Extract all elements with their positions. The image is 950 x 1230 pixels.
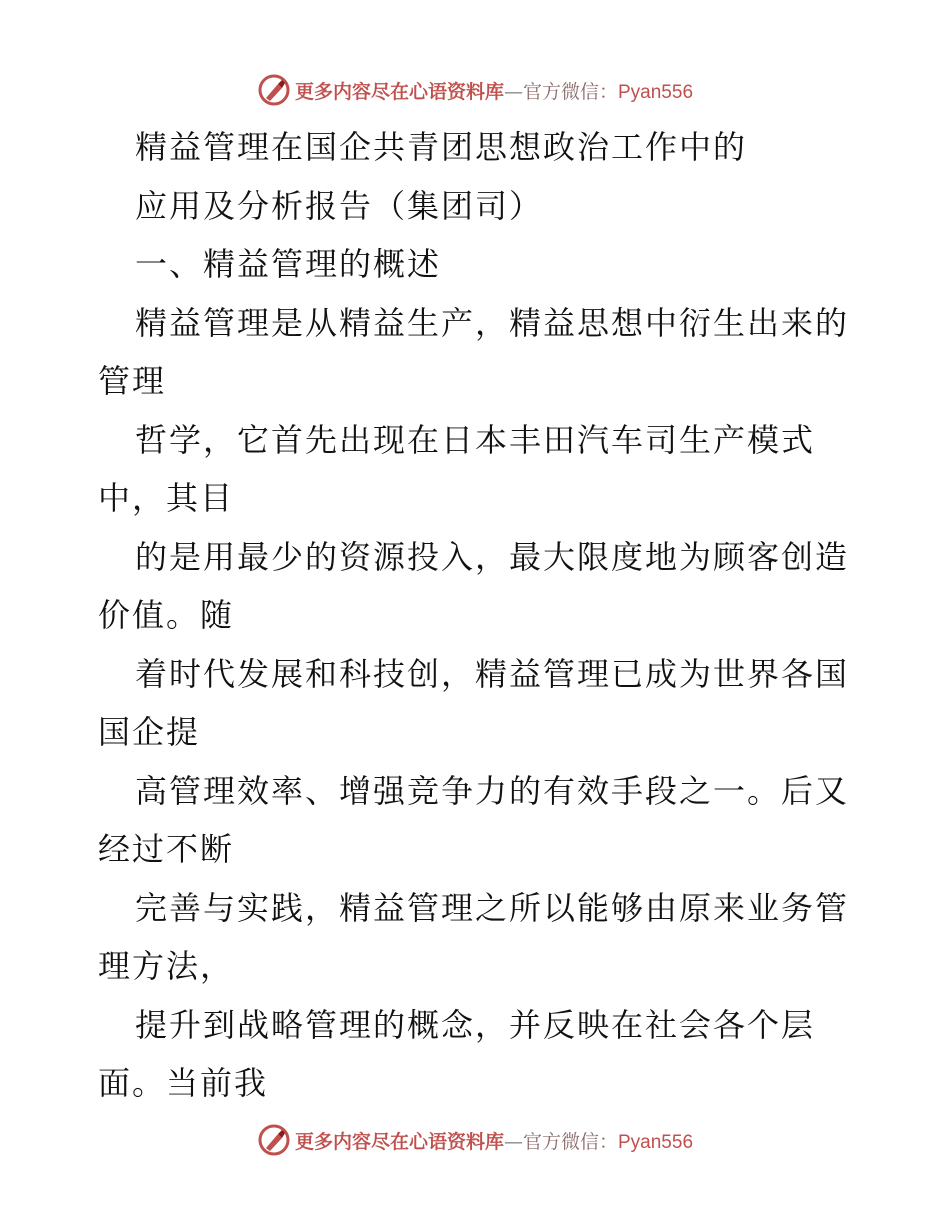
- banner-dash: —: [503, 1130, 523, 1153]
- pen-logo-icon: [257, 73, 291, 107]
- banner-label: 官方微信：: [522, 1130, 618, 1153]
- paragraph-line: 着时代发展和科技创，精益管理已成为世界各国: [135, 654, 850, 693]
- header-banner: [0, 70, 950, 110]
- footer-banner: [0, 1120, 950, 1160]
- banner-dash: —: [503, 80, 523, 103]
- paragraph-line: 国企提: [98, 713, 201, 751]
- document-body: [98, 118, 858, 1113]
- banner-text: [295, 77, 693, 104]
- paragraph-line: 中，其目: [98, 479, 235, 517]
- paragraph-line: 精益管理是从精益生产，精益思想中衍生出来的: [135, 303, 850, 342]
- banner-site: 更多内容尽在心语资料库: [294, 1130, 504, 1153]
- banner-wechat: Pyan556: [618, 81, 694, 103]
- banner-site: 更多内容尽在心语资料库: [294, 80, 504, 103]
- title-line-2: 应用及分析报告（集团司）: [135, 186, 544, 225]
- title-line-1: 精益管理在国企共青团思想政治工作中的: [135, 128, 748, 166]
- paragraph-line: 哲学，它首先出现在日本丰田汽车司生产模式: [135, 420, 816, 459]
- banner-label: 官方微信：: [522, 80, 618, 103]
- section-heading: 一、精益管理的概述: [135, 245, 442, 283]
- paragraph-line: 的是用最少的资源投入，最大限度地为顾客创造: [135, 537, 850, 576]
- banner-wechat: Pyan556: [618, 1131, 694, 1153]
- banner-text: [295, 1127, 693, 1154]
- paragraph-line: 提升到战略管理的概念，并反映在社会各个层: [135, 1005, 816, 1044]
- paragraph-line: 经过不断: [98, 830, 235, 868]
- paragraph-line: 管理: [98, 362, 167, 400]
- paragraph-line: 理方法，: [98, 947, 235, 985]
- paragraph-line: 面。当前我: [98, 1064, 269, 1102]
- paragraph-line: 高管理效率、增强竞争力的有效手段之一。后又: [135, 771, 850, 810]
- pen-logo-icon: [257, 1123, 291, 1157]
- paragraph-line: 价值。随: [98, 596, 235, 634]
- paragraph-line: 完善与实践，精益管理之所以能够由原来业务管: [135, 888, 850, 927]
